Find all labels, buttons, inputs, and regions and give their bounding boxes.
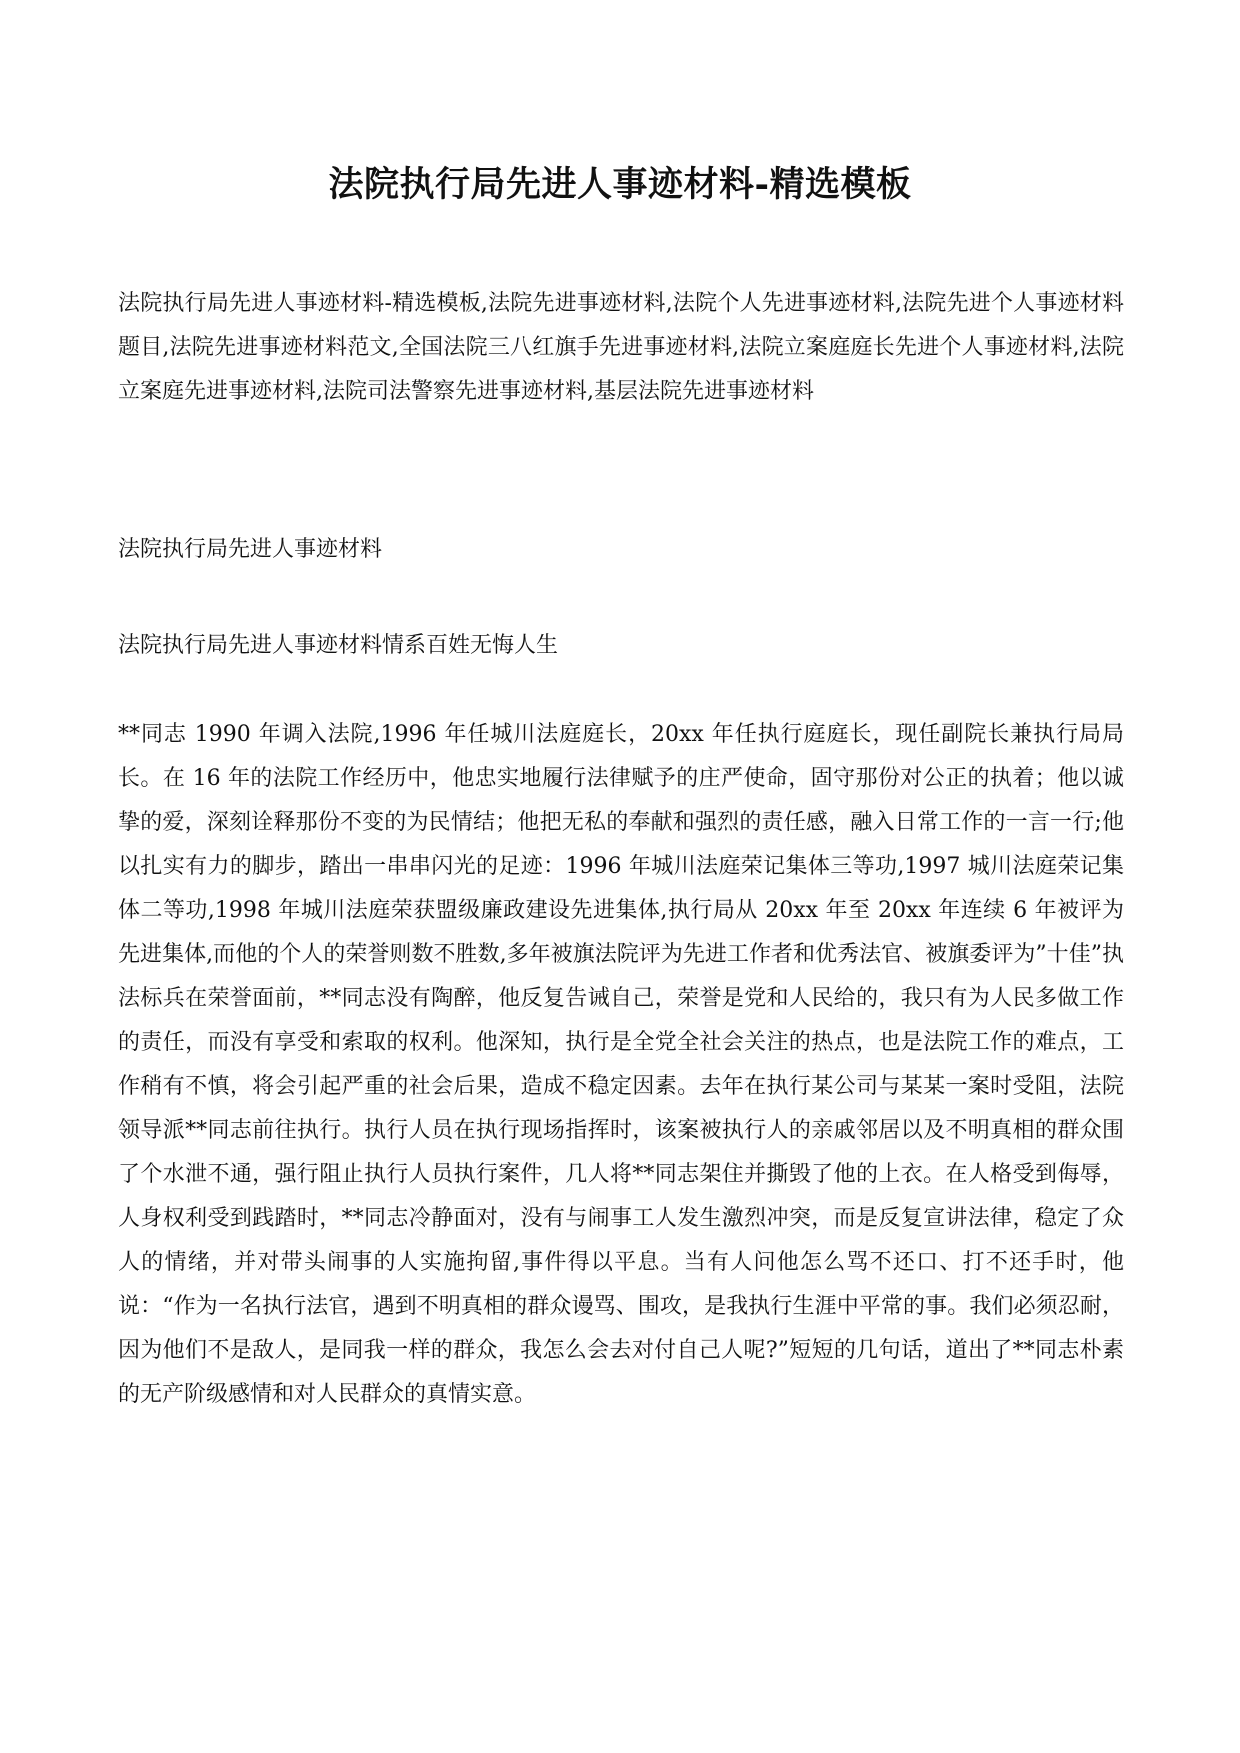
document-title: 法院执行局先进人事迹材料-精选模板 [328, 164, 912, 205]
body-paragraph: **同志 1990 年调入法院,1996 年任城川法庭庭长，20xx 年任执行庭庭长，现任副院长兼执行局局长。在 16 年的法院工作经历中，他忠实地履行法律赋予的庄严使命，固守那份对公正的执着；他以诚挚的爱，深刻诠释那份不变的为民情结；他把无私的奉献和强烈的责任感，融入日常工作的一言一行;他以扎实有力的脚步，踏出一串串闪光的足迹：1996 年城川法庭荣记集体三等功,1997 城川法庭荣记集体二等功,1998 年城川法庭荣获盟级廉政建设先进集体,执行局从 20xx 年至 20xx 年连续 6 年被评为先进集体,而他的个人的荣誉则数不胜数,多年被旗法院评为先进工作者和优秀法官、被旗委评为”十佳”执法标兵在荣誉面前，**同志没有陶醉，他反复告诫自己，荣誉是党和人民给的，我只有为人民多做工作的责任，而没有享受和索取的权利。他深知，执行是全党全社会关注的热点，也是法院工作的难点，工作稍有不慎，将会引起严重的社会后果，造成不稳定因素。去年在执行某公司与某某一案时受阻，法院领导派**同志前往执行。执行人员在执行现场指挥时，该案被执行人的亲戚邻居以及不明真相的群众围了个水泄不通，强行阻止执行人员执行案件，几人将**同志架住并撕毁了他的上衣。在人格受到侮辱，人身权利受到践踏时，**同志冷静面对，没有与闹事工人发生激烈冲突，而是反复宣讲法律，稳定了众人的情绪，并对带头闹事的人实施拘留,事件得以平息。当有人问他怎么骂不还口、打不还手时，他说：“作为一名执行法官，遇到不明真相的群众谩骂、围攻，是我执行生涯中平常的事。我们必须忍耐，因为他们不是敌人，是同我一样的群众，我怎么会去对付自己人呢?”短短的几句话，道出了**同志朴素的无产阶级感情和对人民群众的真情实意。 [118, 722, 1124, 1407]
section-heading: 法院执行局先进人事迹材料 [118, 537, 383, 562]
keywords-paragraph: 法院执行局先进人事迹材料-精选模板,法院先进事迹材料,法院个人先进事迹材料,法院先进个人事迹材料题目,法院先进事迹材料范文,全国法院三八红旗手先进事迹材料,法院立案庭庭长先进个人事迹材料,法院立案庭先进事迹材料,法院司法警察先进事迹材料,基层法院先进事迹材料 [118, 291, 1124, 404]
section-subheading: 法院执行局先进人事迹材料情系百姓无悔人生 [118, 633, 559, 658]
